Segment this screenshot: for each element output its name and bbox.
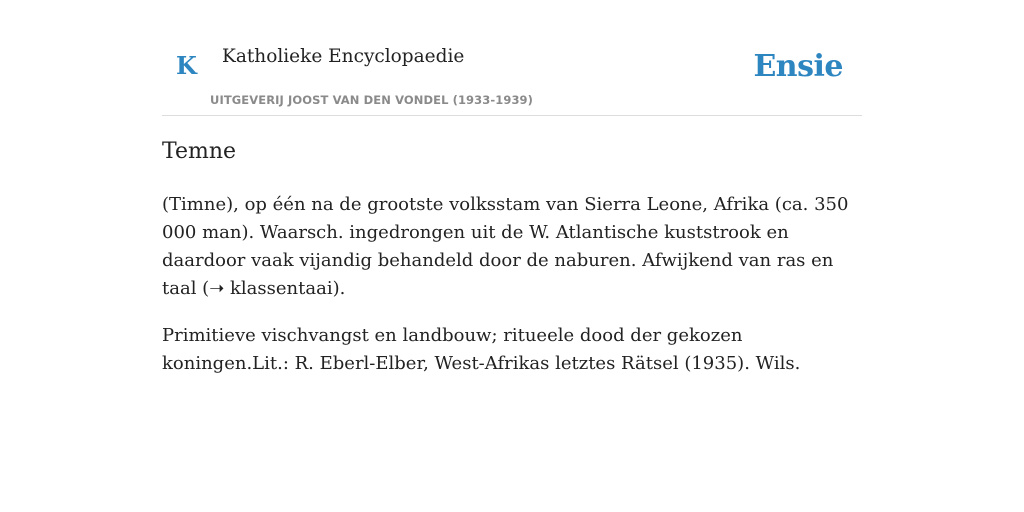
ensie-logo-link[interactable]: Ensie [753,49,843,84]
paragraph-text: ). [332,277,346,299]
paragraph-text: (Timne), op één na de grootste volksstam van Sierra Leone, Afrika (ca. 350 000 man). Waarsch. ingedrongen uit de W. Atlantische kuststrook en daardoor vaak vijandig behandeld door de naburen. Afwijkend van ras en taal ( [162,193,849,299]
cross-reference-link[interactable]: ➝ klassentaai [209,277,333,299]
encyclopedia-logo[interactable]: K [176,51,197,80]
article-title: Temne [162,139,237,164]
article [162,138,862,378]
article-paragraph: Primitieve vischvangst en landbouw; ritueele dood der gekozen koningen.Lit.: R. Eberl-Elber, West-Afrikas letztes Rätsel (1935). Wils. [162,324,801,374]
article-paragraph [162,191,862,303]
publisher-subtitle: UITGEVERIJ JOOST VAN DEN VONDEL (1933-1939) [210,93,533,107]
site-header [162,0,862,116]
encyclopedia-title-link[interactable]: Katholieke Encyclopaedie [222,46,465,67]
